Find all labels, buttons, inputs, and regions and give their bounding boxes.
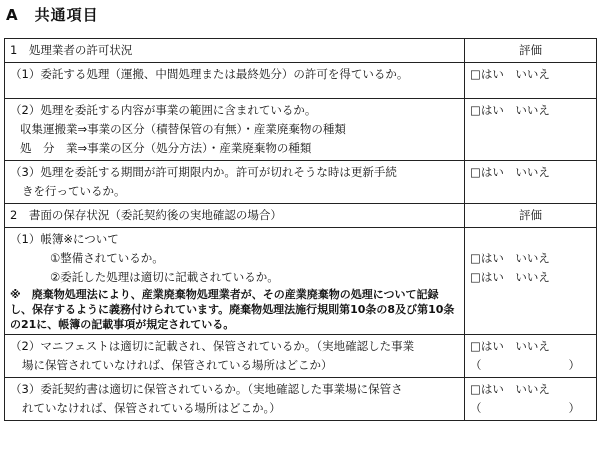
question-text: （3）委託契約書は適切に保管されているか。（実地確認した事業場に保管さ bbox=[10, 382, 403, 396]
question-text: （3）処理を委託する期間が許可期限内か。許可が切れそうな時は更新手続 bbox=[10, 165, 397, 179]
yes-no-checkbox[interactable]: □はい いいえ bbox=[465, 161, 597, 204]
table-row bbox=[5, 99, 597, 161]
question-text: きを行っているか。 bbox=[22, 184, 126, 198]
yes-no-checkbox[interactable]: □はい いいえ bbox=[470, 339, 550, 353]
table-row bbox=[5, 63, 597, 99]
table-row bbox=[5, 378, 597, 421]
yes-no-checkbox-group bbox=[465, 378, 597, 421]
question-text: （1）委託する処理（運搬、中間処理または最終処分）の許可を得ているか。 bbox=[10, 67, 409, 81]
yes-no-checkbox-group bbox=[465, 228, 597, 335]
yes-no-checkbox[interactable]: □はい いいえ bbox=[470, 270, 550, 284]
page-title: A 共通項目 bbox=[6, 6, 99, 24]
question-subtext: ②委託した処理は適切に記載されているか。 bbox=[50, 270, 279, 284]
question-text: （2）マニフェストは適切に記載され、保管されているか。（実地確認した事業 bbox=[10, 339, 415, 353]
yes-no-checkbox-group bbox=[465, 335, 597, 378]
yes-no-checkbox[interactable]: □はい いいえ bbox=[470, 251, 550, 265]
question-1-2 bbox=[5, 99, 465, 161]
table-row bbox=[5, 228, 597, 335]
section-1-header-row bbox=[5, 39, 597, 63]
table-row bbox=[5, 335, 597, 378]
question-2-2 bbox=[5, 335, 465, 378]
table-row bbox=[5, 161, 597, 204]
section-2-eval-header: 評価 bbox=[465, 204, 597, 228]
question-2-1 bbox=[5, 228, 465, 335]
question-1-1 bbox=[5, 63, 465, 99]
checklist-table bbox=[4, 38, 597, 421]
storage-location-field[interactable]: （ ） bbox=[470, 358, 580, 372]
question-text: （2）処理を委託する内容が事業の範囲に含まれているか。 bbox=[10, 103, 317, 117]
storage-location-field[interactable]: （ ） bbox=[470, 401, 580, 415]
question-text: れていなければ、保管されている場所はどこか。） bbox=[22, 401, 281, 415]
question-subtext: 収集運搬業⇒事業の区分（積替保管の有無）・産業廃棄物の種類 bbox=[20, 122, 346, 136]
yes-no-checkbox[interactable]: □はい いいえ bbox=[470, 382, 550, 396]
question-subtext: 処 分 業⇒事業の区分（処分方法）・産業廃棄物の種類 bbox=[20, 141, 312, 155]
section-1-eval-header: 評価 bbox=[465, 39, 597, 63]
yes-no-checkbox[interactable]: □はい いいえ bbox=[465, 63, 597, 99]
question-subtext: ①整備されているか。 bbox=[50, 251, 164, 265]
question-1-3 bbox=[5, 161, 465, 204]
section-1-header: 1 処理業者の許可状況 bbox=[5, 39, 465, 63]
question-text: （1）帳簿※について bbox=[10, 232, 119, 246]
question-2-3 bbox=[5, 378, 465, 421]
section-2-header: 2 書面の保存状況（委託契約後の実地確認の場合） bbox=[5, 204, 465, 228]
footnote: ※ 廃棄物処理法により、産業廃棄物処理業者が、その産業廃棄物の処理について記録し、保存するように義務付けられています。廃棄物処理法施行規則第10条の8及び第10条の21に、帳簿の記載事項が規定されている。 bbox=[10, 288, 455, 331]
yes-no-checkbox[interactable]: □はい いいえ bbox=[465, 99, 597, 161]
question-text: 場に保管されていなければ、保管されている場所はどこか） bbox=[22, 358, 333, 372]
section-2-header-row bbox=[5, 204, 597, 228]
